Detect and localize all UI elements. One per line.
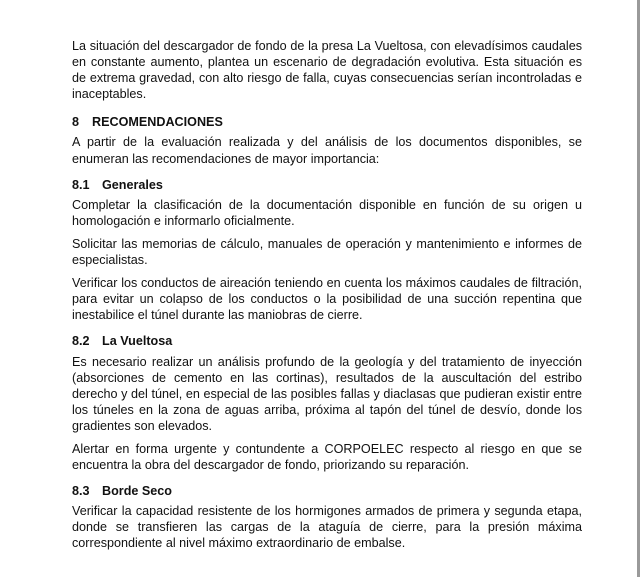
section-8-intro: A partir de la evaluación realizada y del análisis de los documentos disponibles, se enumeran las recomendaciones de mayor importancia:	[72, 135, 582, 166]
intro-paragraph: La situación del descargador de fondo de la presa La Vueltosa, con elevadísimos caudales en constante aumento, plantea un escenario de degradación evolutiva. Esta situación es de extrema gravedad, con alto riesgo de falla, cuyas consecuencias serían incontroladas e inaceptables.	[72, 39, 582, 102]
paragraph-8-2-b: Alertar en forma urgente y contundente a CORPOELEC respecto al riesgo en que se encuentra la obra del descargador de fondo, priorizando su reparación.	[72, 441, 582, 473]
subsection-8-2-number: 8.2	[72, 334, 90, 349]
document-page	[72, 38, 582, 559]
subsection-8-1-number: 8.1	[72, 177, 90, 192]
subsection-8-3-title: Borde Seco	[102, 484, 172, 499]
paragraph-8-3-a: Verificar la capacidad resistente de los hormigones armados de primera y segunda etapa, donde se transfieren las cargas de la ataguía de cierre, para la presión máxima correspondiente al nivel máximo extraordinario de embalse.	[72, 504, 582, 551]
paragraph-8-1-c: Verificar los conductos de aireación teniendo en cuenta los máximos caudales de filtración, para evitar un colapso de los conductos o la posibilidad de una succión repentina que inestabilice el túnel durante las maniobras de cierre.	[72, 276, 582, 323]
paragraph-8-1-a: Completar la clasificación de la documentación disponible en función de su origen u homologación e informarlo oficialmente.	[72, 197, 582, 228]
section-8-number: 8	[72, 115, 80, 130]
section-8-title: RECOMENDACIONES	[92, 115, 223, 130]
subsection-8-2-title: La Vueltosa	[102, 334, 173, 349]
subsection-8-3-heading	[72, 483, 582, 499]
paragraph-8-2-a: Es necesario realizar un análisis profundo de la geología y del tratamiento de inyección (absorciones de cemento en las cortinas), resultados de la auscultación del estribo derecho y del túnel, en especial de las posibles fallas y diaclasas que pudieran existir entre los túneles en la zona de aguas arriba, próxima al tapón del túnel de desvío, donde los gradientes son elevados.	[72, 354, 582, 433]
paragraph-8-1-b: Solicitar las memorias de cálculo, manuales de operación y mantenimiento e informes de especialistas.	[72, 236, 582, 268]
section-8-heading	[72, 114, 582, 130]
subsection-8-1-title: Generales	[102, 177, 163, 192]
subsection-8-3-number: 8.3	[72, 484, 90, 499]
subsection-8-2-heading	[72, 333, 582, 349]
subsection-8-1-heading	[72, 177, 582, 193]
